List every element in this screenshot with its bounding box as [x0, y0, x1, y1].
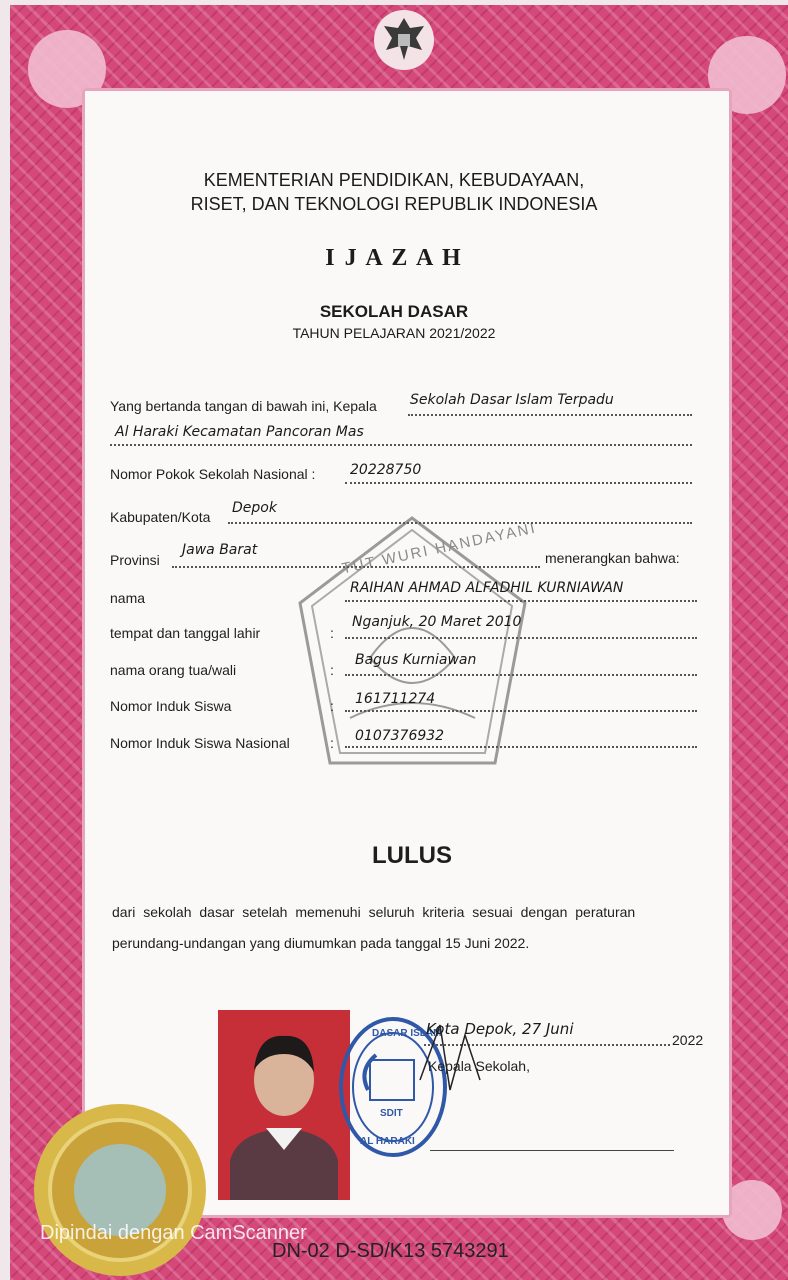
dotted-line [345, 710, 697, 712]
colon: : [330, 698, 334, 714]
city-value: Depok [232, 500, 277, 516]
student-name-value: RAIHAN AHMAD ALFADHIL KURNIAWAN [350, 580, 624, 596]
student-photo [218, 1010, 350, 1200]
dotted-line [408, 414, 692, 416]
school-name-line-1: Sekolah Dasar Islam Terpadu [410, 392, 614, 408]
dotted-line [345, 600, 697, 602]
principal-role: Kepala Sekolah, [428, 1058, 530, 1074]
dotted-line [345, 746, 697, 748]
school-seal-bottom-text: AL HARAKI [360, 1136, 415, 1147]
dotted-line [345, 482, 692, 484]
city-label: Kabupaten/Kota [110, 509, 211, 525]
result-text-line-1: dari sekolah dasar setelah memenuhi seluruh kriteria sesuai dengan peraturan [112, 904, 636, 920]
ministry-line-1: KEMENTERIAN PENDIDIKAN, KEBUDAYAAN, [203, 170, 585, 190]
garuda-emblem-icon [374, 10, 434, 70]
npsn-value: 20228750 [350, 462, 422, 478]
serial-number: DN-02 D-SD/K13 5743291 [272, 1240, 509, 1262]
declares-text: menerangkan bahwa: [545, 550, 680, 566]
nisn-label: Nomor Induk Siswa Nasional [110, 735, 290, 751]
nisn-value: 0107376932 [355, 728, 445, 744]
student-name-label: nama [110, 590, 146, 606]
faint-seal-text: TUT WURI HANDAYANI [340, 519, 539, 578]
signature-year: 2022 [672, 1032, 704, 1048]
dotted-line [110, 444, 692, 446]
ministry-line-2: RISET, DAN TEKNOLOGI REPUBLIK INDONESIA [190, 194, 598, 214]
school-seal-top-text: DASAR ISLAM [372, 1028, 442, 1039]
parent-value: Bagus Kurniawan [355, 652, 477, 668]
nis-value: 161711274 [355, 691, 436, 707]
document-title: I J A Z A H [325, 245, 463, 271]
academic-year: TAHUN PELAJARAN 2021/2022 [292, 325, 496, 341]
dotted-line [172, 566, 540, 568]
dotted-line [345, 674, 697, 676]
dotted-line [228, 522, 692, 524]
province-value: Jawa Barat [182, 542, 258, 558]
birth-value: Nganjuk, 20 Maret 2010 [352, 614, 522, 630]
graduation-status: LULUS [372, 842, 452, 869]
signature-line [430, 1150, 674, 1151]
province-label: Provinsi [110, 552, 160, 568]
colon: : [330, 625, 334, 641]
colon: : [330, 735, 334, 751]
school-name-line-2: Al Haraki Kecamatan Pancoran Mas [115, 424, 364, 440]
school-seal-center-text: SDIT [380, 1108, 403, 1119]
dotted-line [345, 637, 697, 639]
colon: : [330, 662, 334, 678]
birth-label: tempat dan tanggal lahir [110, 625, 261, 641]
scanner-watermark: Dipindai dengan CamScanner [40, 1222, 307, 1244]
npsn-label: Nomor Pokok Sekolah Nasional : [110, 466, 316, 482]
school-level: SEKOLAH DASAR [319, 302, 469, 321]
place-date-value: Kota Depok, 27 Juni [426, 1020, 574, 1038]
parent-label: nama orang tua/wali [110, 662, 237, 678]
result-text-line-2: perundang-undangan yang diumumkan pada tanggal 15 Juni 2022. [112, 935, 530, 951]
gold-hologram-seal-icon [30, 1100, 210, 1280]
signature-scribble-icon [410, 1020, 490, 1100]
intro-label: Yang bertanda tangan di bawah ini, Kepala [110, 398, 377, 414]
nis-label: Nomor Induk Siswa [110, 698, 232, 714]
